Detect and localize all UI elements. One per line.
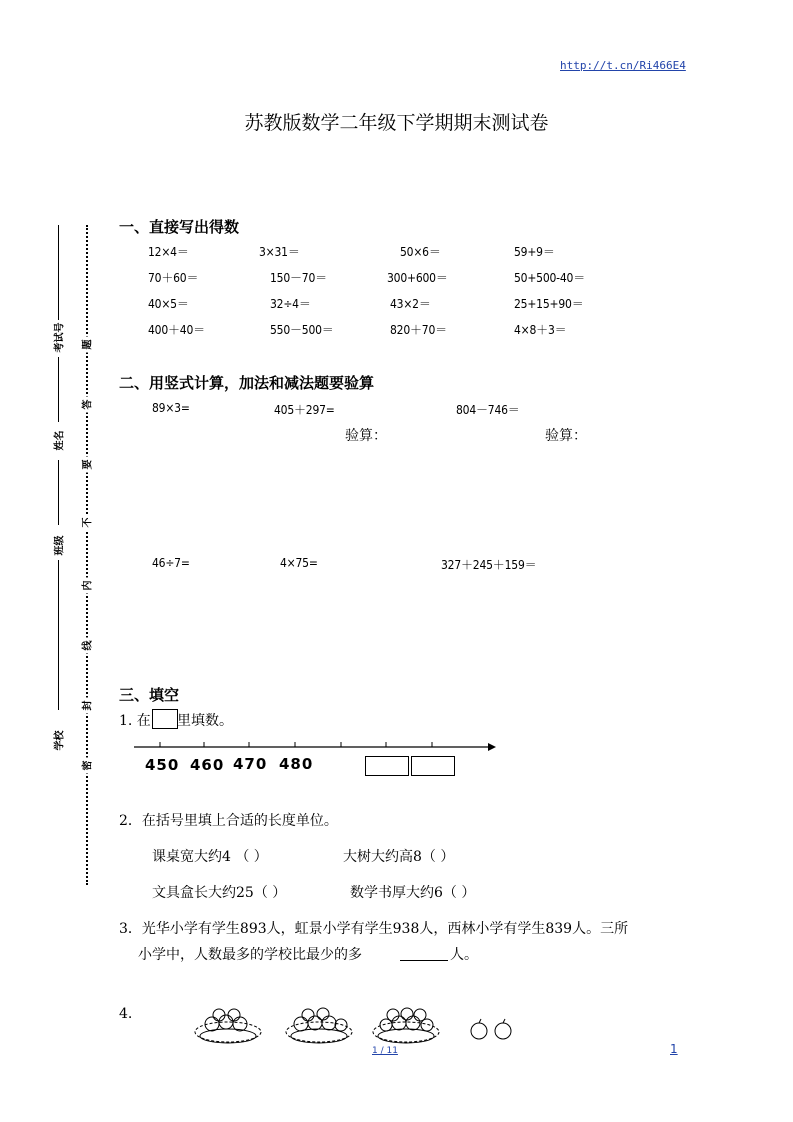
school-line [58,560,59,710]
problem: 4×8＋3＝ [514,323,567,337]
name-label: 姓名 [54,430,66,451]
page-number-link[interactable]: 1 [670,1042,678,1056]
q3-line2-prefix: 小学中，人数最多的学校比最少的多 [138,947,362,963]
apple-plate-icon [192,1004,264,1048]
q3-line2-suffix: 人。 [450,947,478,963]
section3-title: 三、填空 [119,686,180,704]
problem: 550－500＝ [270,323,334,337]
notice-char: 要 [79,457,94,473]
answer-blank[interactable] [400,960,448,961]
exam-number-label: 考试号 [54,322,66,353]
apple-plate-icon [370,1004,442,1048]
number-line-label: 450 [145,756,180,774]
section1-title: 一、直接写出得数 [119,218,240,236]
problem: 50×6＝ [400,245,441,259]
document-title: 苏教版数学二年级下学期期末测试卷 [244,112,549,134]
number-line-label: 480 [279,755,314,773]
problem: 150－70＝ [270,271,327,285]
inline-box [152,709,178,729]
q2-text: 2．在括号里填上合适的长度单位。 [119,813,338,829]
section2-title: 二、用竖式计算，加法和减法题要验算 [119,374,375,392]
apples-icon [466,1018,518,1044]
vertical-calc-problem: 804－746＝ [456,403,520,417]
apple-plate-icon [283,1004,355,1048]
name-line [58,357,59,422]
problem: 3×31＝ [259,245,300,259]
vertical-calc-problem: 4×75= [280,556,318,570]
check-label: 验算： [345,428,387,444]
notice-char: 线 [79,638,94,654]
problem: 400＋40＝ [148,323,205,337]
number-line-axis [130,740,496,754]
notice-char: 内 [79,578,94,594]
problem: 50+500-40＝ [514,271,586,285]
notice-char: 密 [79,758,94,774]
q1-suffix: 里填数。 [177,713,233,729]
q2-item: 大树大约高8（ ） [343,849,455,865]
vertical-calc-problem: 405＋297= [274,403,335,417]
problem: 70＋60＝ [148,271,199,285]
dotted-seal-line [86,225,88,885]
class-label: 班级 [54,535,66,556]
problem: 12×4＝ [148,245,189,259]
number-line-label: 470 [233,755,268,773]
problem: 59+9＝ [514,245,555,259]
problem: 43×2＝ [390,297,431,311]
q2-item: 文具盒长大约25（ ） [152,885,287,901]
vertical-calc-problem: 46÷7= [152,556,190,570]
class-line [58,460,59,525]
check-label: 验算： [545,428,587,444]
notice-char: 题 [79,337,94,353]
problem: 25+15+90＝ [514,297,584,311]
problem: 300+600＝ [387,271,448,285]
q2-item: 数学书厚大约6（ ） [350,885,476,901]
problem: 40×5＝ [148,297,189,311]
q2-item: 课桌宽大约4 （ ） [152,849,268,865]
number-line-label: 460 [190,756,225,774]
q1-prefix: 1. 在 [119,713,151,729]
problem: 32÷4＝ [270,297,311,311]
notice-char: 答 [79,397,94,413]
q3-line1: 3．光华小学有学生893人，虹景小学有学生938人，西林小学有学生839人。三所 [119,921,629,937]
problem: 820＋70＝ [390,323,447,337]
notice-char: 不 [79,515,94,531]
q4-label: 4. [119,1006,133,1022]
vertical-calc-problem: 89×3= [152,401,190,415]
answer-box[interactable] [411,756,455,776]
school-label: 学校 [54,730,66,751]
answer-box[interactable] [365,756,409,776]
notice-char: 封 [79,698,94,714]
header-link[interactable]: http://t.cn/Ri466E4 [560,59,686,72]
footer-page-link[interactable]: 1 / 11 [372,1046,398,1056]
vertical-calc-problem: 327＋245＋159＝ [441,558,537,572]
exam-number-line [58,225,59,320]
